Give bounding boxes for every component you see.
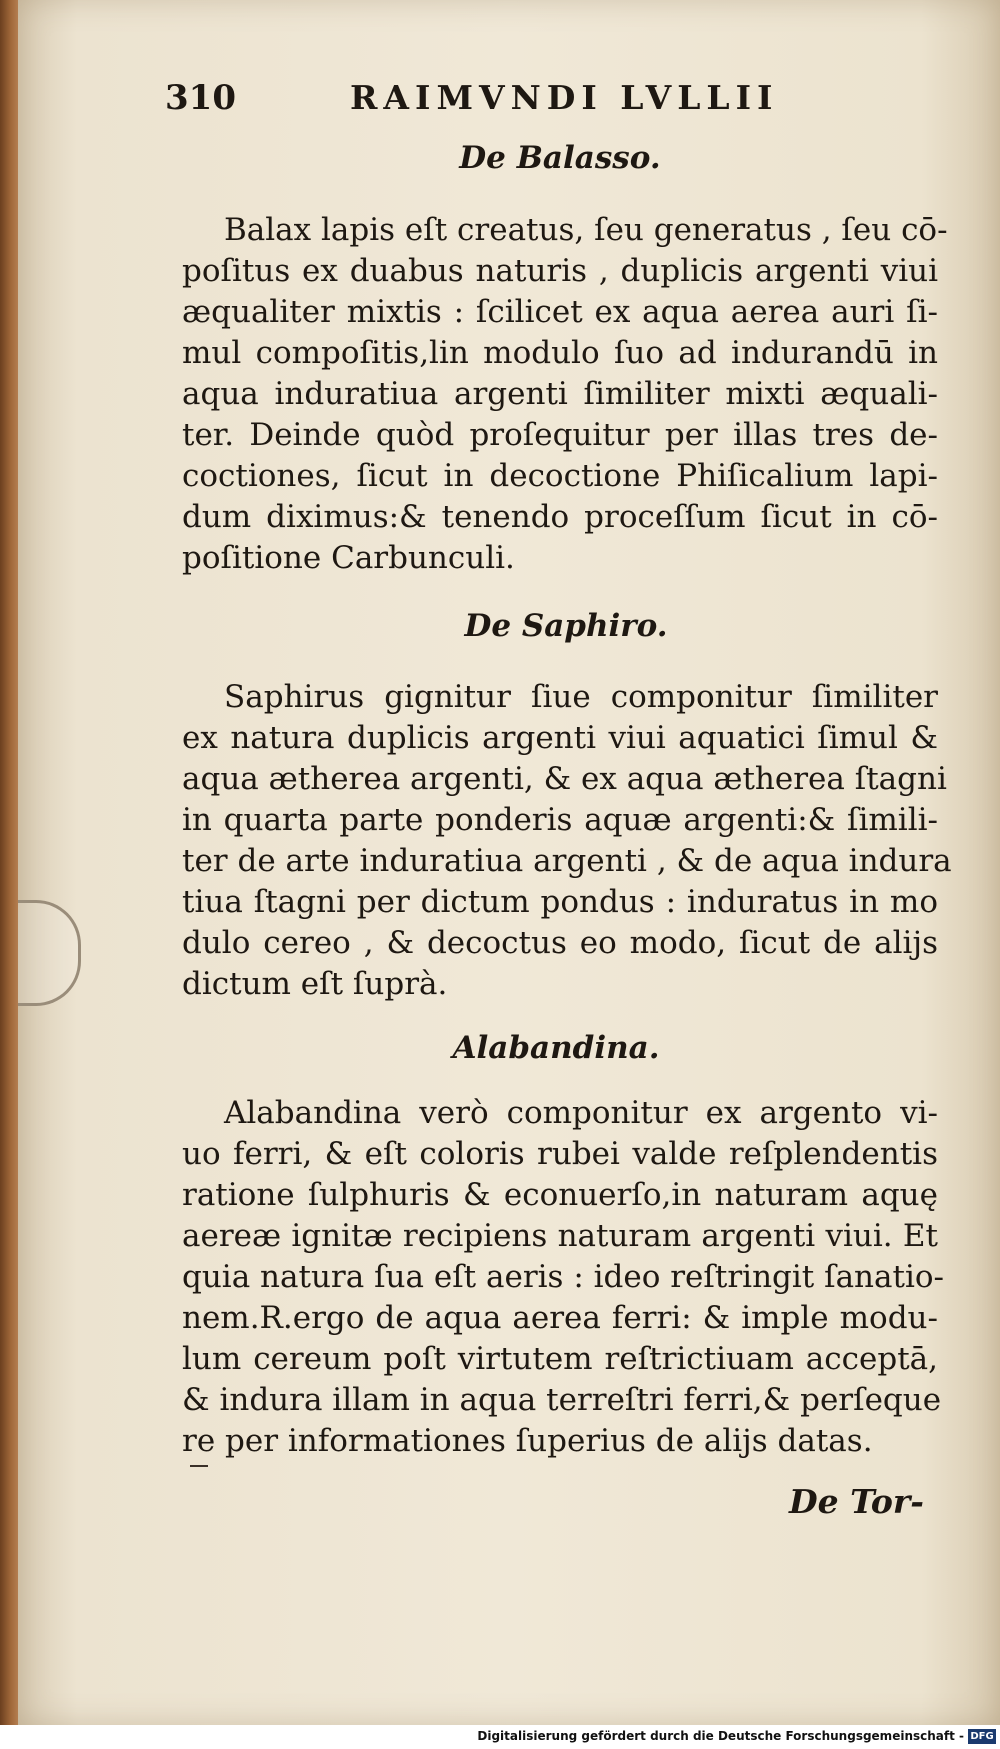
- text-line: dum diximus:& tenendo proceſſum ſicut in cō-: [182, 499, 938, 535]
- digitization-credit: Digitalisierung gefördert durch die Deutsche Forschungsgemeinschaft -: [477, 1729, 964, 1743]
- text-line: dulo cereo , & decoctus eo modo, ſicut de alijs: [182, 925, 938, 961]
- text-line: poſitione Carbunculi.: [182, 540, 515, 576]
- text-line: poſitus ex duabus naturis , duplicis argenti viui: [182, 253, 938, 289]
- text-line: Alabandina verò componitur ex argento vi-: [224, 1095, 938, 1131]
- paragraph-alabandina: [182, 1093, 945, 1462]
- paragraph-balasso: [182, 210, 948, 579]
- text-line: ter de arte induratiua argenti , & de aqua indura: [182, 843, 952, 879]
- text-line: Saphirus gignitur ſiue componitur ſimiliter: [224, 679, 938, 715]
- line-mark: [190, 1465, 208, 1467]
- dfg-logo: DFG: [968, 1729, 996, 1744]
- text-line: nem.R.ergo de aqua aerea ferri: & imple modu-: [182, 1300, 938, 1336]
- text-line: re per informationes ſuperius de alijs datas.: [182, 1423, 873, 1459]
- text-line: ter. Deinde quòd proſequitur per illas tres de-: [182, 417, 938, 453]
- page-number: 310: [165, 78, 236, 118]
- text-line: ex natura duplicis argenti viui aquatici ſimul &: [182, 720, 938, 756]
- paragraph-saphiro: [182, 677, 952, 1005]
- text-line: Balax lapis eſt creatus, ſeu generatus , ſeu cō-: [224, 212, 948, 248]
- text-line: quia natura ſua eſt aeris : ideo reſtringit ſanatio-: [182, 1259, 945, 1295]
- section-heading-alabandina: Alabandina.: [452, 1030, 660, 1066]
- page-clip: [18, 900, 81, 1006]
- text-line: in quarta parte ponderis aquæ argenti:& ſimili-: [182, 802, 938, 838]
- text-line: aqua ætherea argenti, & ex aqua ætherea ſtagni: [182, 761, 947, 797]
- text-line: & indura illam in aqua terreſtri ferri,& perſeque: [182, 1382, 942, 1418]
- text-line: uo ferri, & eſt coloris rubei valde reſplendentis: [182, 1136, 938, 1172]
- text-line: dictum eſt ſuprà.: [182, 966, 448, 1002]
- text-line: aereæ ignitæ recipiens naturam argenti viui. Et: [182, 1218, 938, 1254]
- text-line: aqua induratiua argenti ſimiliter mixti æquali-: [182, 376, 938, 412]
- running-head: RAIMVNDI LVLLII: [350, 78, 779, 117]
- text-line: coctiones, ſicut in decoctione Phiſicalium lapi-: [182, 458, 938, 494]
- text-line: lum cereum poſt virtutem reſtrictiuam acceptā,: [182, 1341, 938, 1377]
- text-line: æqualiter mixtis : ſcilicet ex aqua aerea auri ſi-: [182, 294, 938, 330]
- section-heading-balasso: De Balasso.: [459, 140, 661, 176]
- section-heading-saphiro: De Saphiro.: [464, 608, 668, 644]
- text-line: ratione ſulphuris & econuerſo,in naturam aquę: [182, 1177, 938, 1213]
- text-line: tiua ſtagni per dictum pondus : induratus in mo: [182, 884, 938, 920]
- text-line: mul compoſitis,lin modulo ſuo ad indurandū in: [182, 335, 938, 371]
- catchword: De Tor-: [789, 1482, 924, 1521]
